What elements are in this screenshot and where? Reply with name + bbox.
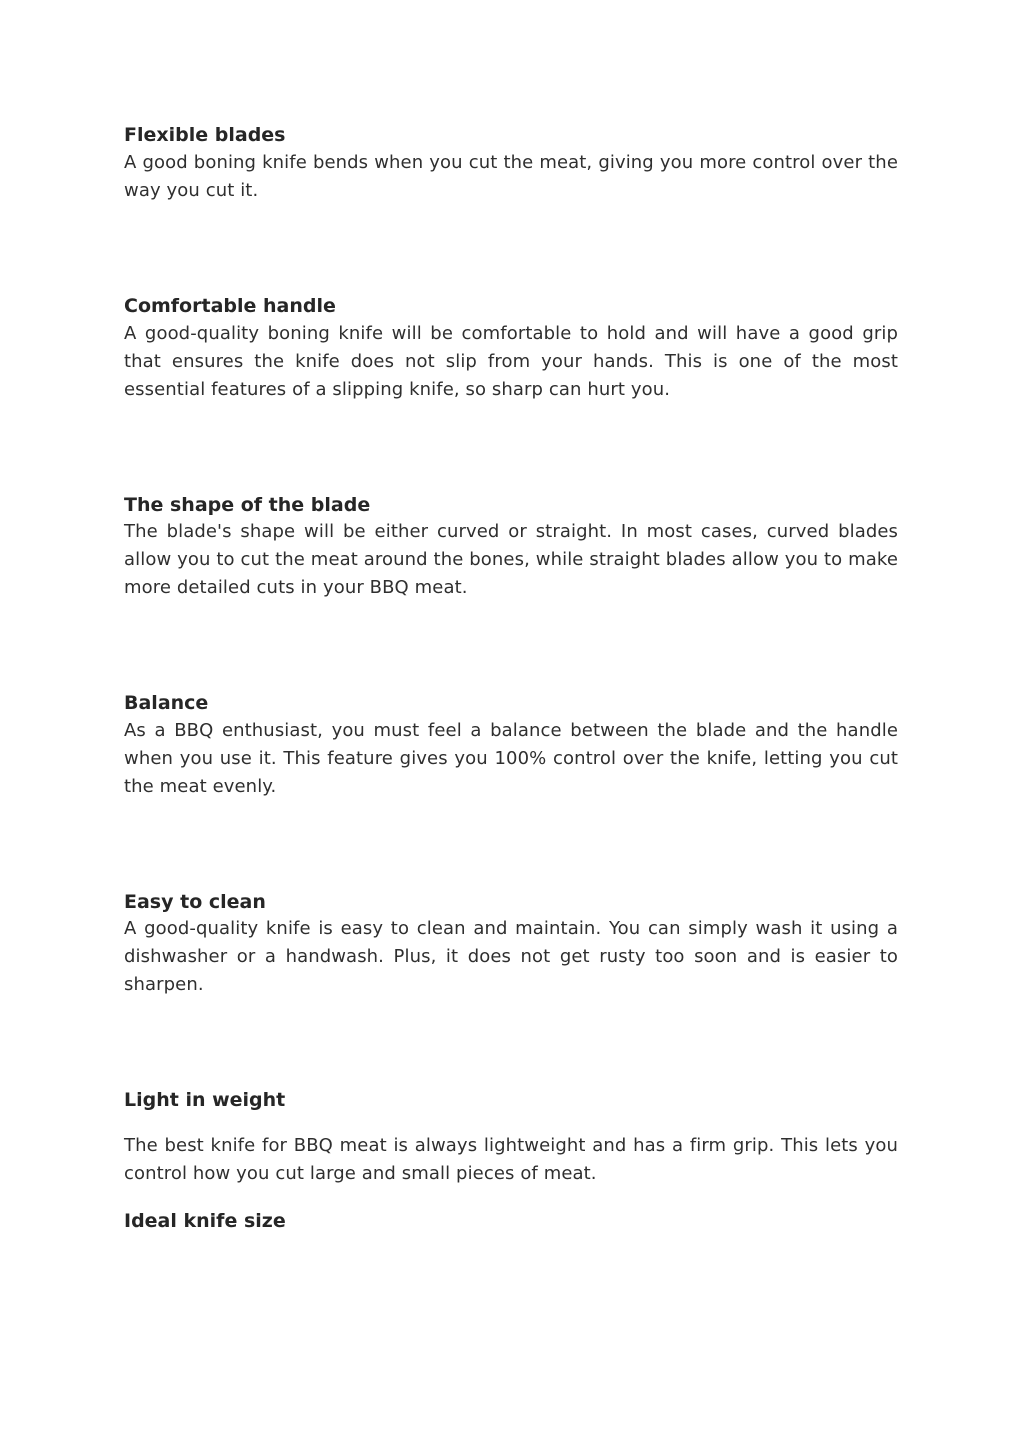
- section-body-flexible-blades: A good boning knife bends when you cut the meat, giving you more control over the way you cut it.: [124, 152, 898, 201]
- section-body-balance: As a BBQ enthusiast, you must feel a balance between the blade and the handle when you use it. This feature gives you 100% control over the knife, letting you cut the meat evenly.: [124, 720, 898, 797]
- section-body-easy-to-clean: A good-quality knife is easy to clean and maintain. You can simply wash it using a dishwasher or a handwash. Plus, it does not get rusty too soon and is easier to sharpen.: [124, 918, 898, 995]
- section-body-light-in-weight: The best knife for BBQ meat is always lightweight and has a firm grip. This lets you control how you cut large and small pieces of meat.: [124, 1135, 898, 1184]
- section-heading-blade-shape: The shape of the blade: [124, 494, 371, 516]
- section-heading-balance: Balance: [124, 692, 209, 714]
- section-body-comfortable-handle: A good-quality boning knife will be comfortable to hold and will have a good grip that ensures the knife does not slip from your hands. This is one of the most essential features of a slipping knife, so sharp can hurt you.: [124, 323, 898, 400]
- section-heading-comfortable-handle: Comfortable handle: [124, 295, 336, 317]
- section-heading-flexible-blades: Flexible blades: [124, 124, 286, 146]
- section-heading-light-in-weight: Light in weight: [124, 1089, 286, 1111]
- section-heading-easy-to-clean: Easy to clean: [124, 891, 266, 913]
- section-body-blade-shape: The blade's shape will be either curved or straight. In most cases, curved blades allow you to cut the meat around the bones, while straight blades allow you to make more detailed cuts in your BBQ meat.: [124, 521, 898, 598]
- section-heading-ideal-knife-size: Ideal knife size: [124, 1210, 286, 1232]
